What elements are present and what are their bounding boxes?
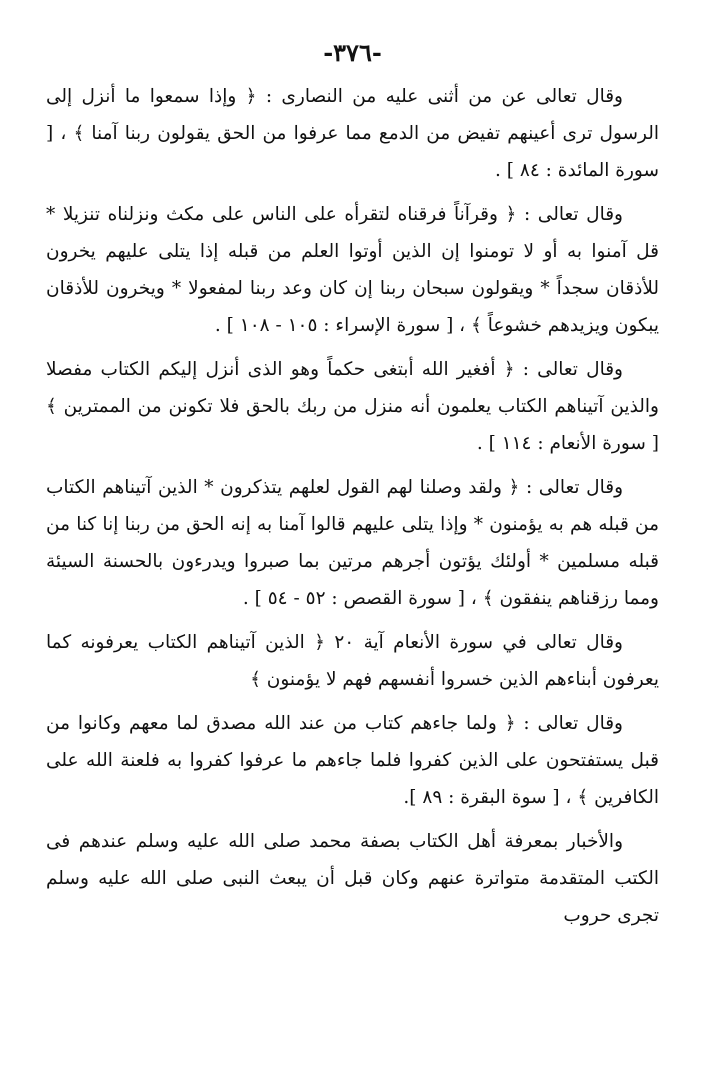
paragraph-al-anam-20: وقال تعالى في سورة الأنعام آية ٢٠ ﴿ الذين آتيناهم الكتاب يعرفونه كما يعرفون أبناءهم الذين خسروا أنفسهم فهم لا يؤمنون ﴾: [46, 632, 659, 690]
paragraph-al-anam-114: وقال تعالى : ﴿ أفغير الله أبتغى حكماً وهو الذى أنزل إليكم الكتاب مفصلا والذين آتيناهم الكتاب يعلمون أنه منزل من ربك بالحق فلا تكونن من الممترين ﴾ [ سورة الأنعام : ١١٤ ] .: [46, 359, 659, 454]
paragraph-al-isra-105-108: وقال تعالى : ﴿ وقرآناً فرقناه لتقرأه على الناس على مكث ونزلناه تنزيلا * قل آمنوا به أو لا تومنوا إن الذين أوتوا العلم من قبله إذا يتلى عليهم يخرون للأذقان سجداً * ويقولون سبحان ربنا إن كان وعد ربنا لمفعولا * ويخرون للأذقان يبكون ويزيدهم خشوعاً ﴾ ، [ سورة الإسراء : ١٠٥ - ١٠٨ ] .: [46, 204, 659, 336]
book-page: [46, 38, 659, 1068]
paragraph-closing-text: والأخبار بمعرفة أهل الكتاب بصفة محمد صلى الله عليه وسلم عندهم فى الكتب المتقدمة متواترة عنهم وكان قبل أن يبعث النبى صلى الله عليه وسلم تجرى حروب: [46, 831, 659, 926]
paragraph-al-qasas-52-54: وقال تعالى : ﴿ ولقد وصلنا لهم القول لعلهم يتذكرون * الذين آتيناهم الكتاب من قبله هم به يؤمنون * وإذا يتلى عليهم قالوا آمنا به إنه الحق من ربنا إنا كنا من قبله مسلمين * أولئك يؤتون أجرهم مرتين بما صبروا ويدرءون بالحسنة السيئة ومما رزقناهم ينفقون ﴾ ، [ سورة القصص : ٥٢ - ٥٤ ] .: [46, 477, 659, 609]
page-number: -٣٧٦-: [323, 38, 382, 67]
paragraph-al-maidah-84: وقال تعالى عن من أثنى عليه من النصارى : ﴿ وإذا سمعوا ما أنزل إلى الرسول ترى أعينهم تفيض من الدمع مما عرفوا من الحق يقولون ربنا آمنا ﴾ ، [ سورة المائدة : ٨٤ ] .: [46, 86, 659, 181]
paragraph-al-baqarah-89: وقال تعالى : ﴿ ولما جاءهم كتاب من عند الله مصدق لما معهم وكانوا من قبل يستفتحون على الذين كفروا فلما جاءهم ما عرفوا كفروا به فلعنة الله على الكافرين ﴾ ، [ سوة البقرة : ٨٩ ].: [46, 713, 659, 808]
